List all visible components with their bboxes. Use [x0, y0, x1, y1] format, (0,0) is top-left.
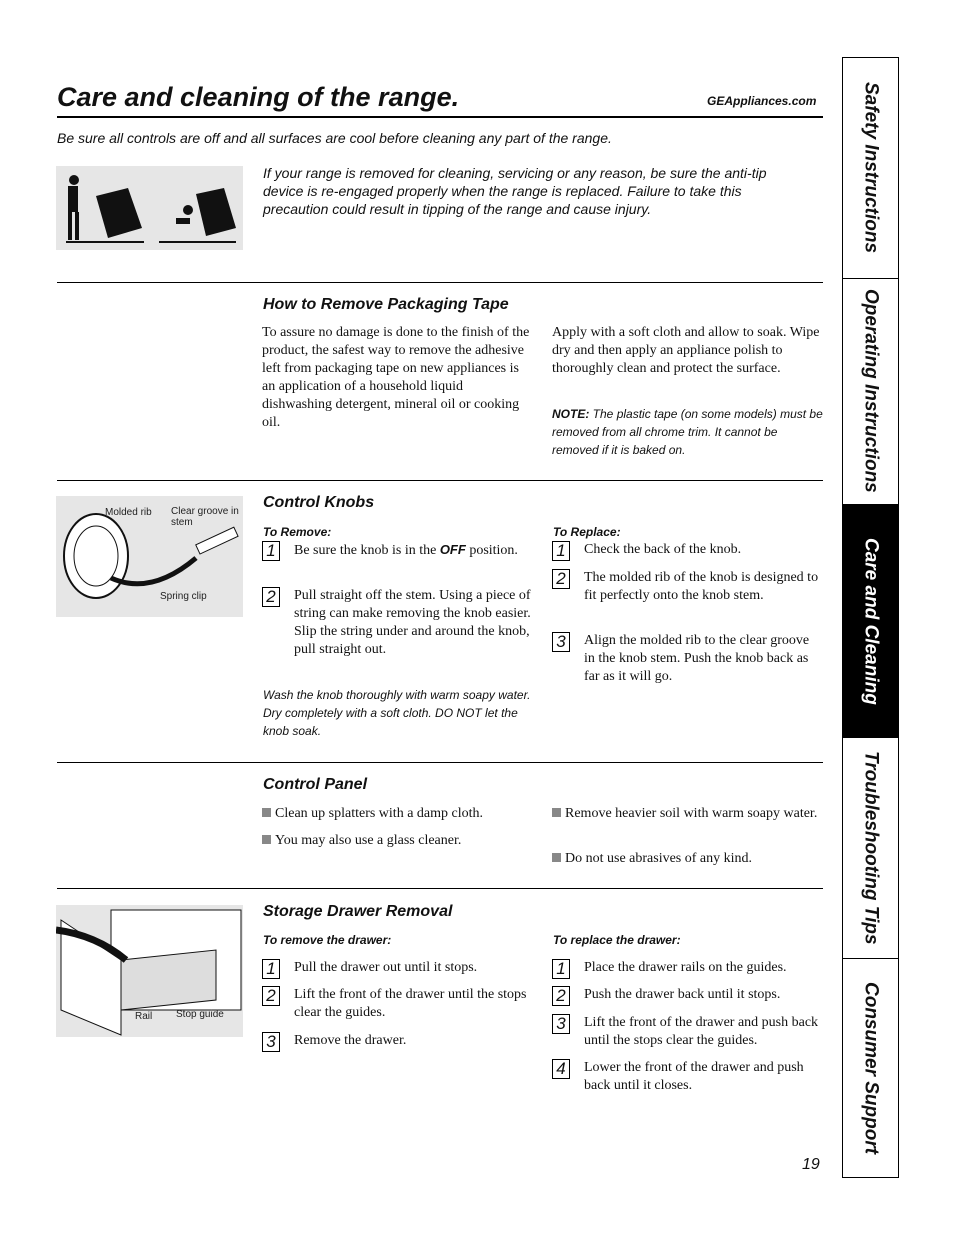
drawer-replace-step: 1 Place the drawer rails on the guides.	[552, 959, 824, 977]
knobs-title: Control Knobs	[263, 494, 375, 511]
knob-remove-step: 2 Pull straight off the stem. Using a piece of string can make removing the knob easier. Slip the string under and around the knob, pull straight out.	[262, 587, 532, 659]
knobs-remove-label: To Remove:	[263, 525, 332, 539]
drawer-replace-label: To replace the drawer:	[553, 933, 681, 947]
warning-text: Be sure all controls are off and all surfaces are cool before cleaning any part of the range.	[57, 130, 612, 146]
drawer-replace-step: 3 Lift the front of the drawer and push back until the stops clear the guides.	[552, 1014, 824, 1050]
anti-tip-warning: If your range is removed for cleaning, servicing or any reason, be sure the anti-tip device is re-engaged properly when the range is replaced. Failure to take this precaution could result in tipping of the range and cause injury.	[263, 165, 767, 217]
knob-replace-step: 2 The molded rib of the knob is designed to fit perfectly onto the knob stem.	[552, 569, 822, 605]
knob-replace-step: 3 Align the molded rib to the clear groove in the knob stem. Push the knob back as far as it will go.	[552, 632, 822, 686]
drawer-remove-step: 2 Lift the front of the drawer until the stops clear the guides.	[262, 986, 532, 1022]
tab-operating-instructions[interactable]: Operating Instructions	[842, 278, 899, 505]
site-url[interactable]: GEAppliances.com	[707, 94, 817, 108]
knob-figure: Molded rib Clear groove in stem Spring clip	[56, 496, 243, 617]
panel-bullet: Clean up splatters with a damp cloth.	[262, 805, 537, 823]
tape-p1: To assure no damage is done to the finish of the product, the safest way to remove the adhesive left from packaging tape on new appliances is an application of a household liquid dishwashing detergent, mineral oil or cooking oil.	[262, 325, 530, 430]
panel-bullet: You may also use a glass cleaner.	[262, 832, 537, 850]
knob-remove-step: 1 Be sure the knob is in the OFF position.	[262, 541, 532, 560]
tape-p2: Apply with a soft cloth and allow to soak. Wipe dry and then apply an appliance polish to thoroughly clean and protect the surface.	[552, 325, 820, 376]
drawer-replace-step: 4 Lower the front of the drawer and push back until it closes.	[552, 1059, 824, 1095]
panel-bullet: Do not use abrasives of any kind.	[552, 850, 822, 868]
knob-replace-step: 1 Check the back of the knob.	[552, 541, 822, 559]
panel-title: Control Panel	[263, 776, 368, 793]
page-number: 19	[802, 1156, 820, 1173]
knobs-replace-label: To Replace:	[553, 525, 621, 539]
drawer-remove-label: To remove the drawer:	[263, 933, 392, 947]
anti-tip-figure	[56, 166, 243, 250]
tape-title: How to Remove Packaging Tape	[263, 296, 509, 313]
drawer-remove-step: 3 Remove the drawer.	[262, 1032, 532, 1050]
drawer-figure: Rail Stop guide	[56, 905, 243, 1037]
tab-care-and-cleaning[interactable]: Care and Cleaning	[842, 505, 899, 738]
tab-consumer-support[interactable]: Consumer Support	[842, 959, 899, 1178]
drawer-title: Storage Drawer Removal	[263, 903, 453, 920]
page-title: Care and cleaning of the range.	[57, 82, 460, 112]
knob-wash-note: Wash the knob thoroughly with warm soapy water. Dry completely with a soft cloth. DO NOT let the knob soak.	[263, 688, 531, 738]
drawer-remove-step: 1 Pull the drawer out until it stops.	[262, 959, 532, 977]
tape-note: NOTE: The plastic tape (on some models) must be removed from all chrome trim. It cannot be removed if it is baked on.	[552, 407, 823, 457]
tab-safety-instructions[interactable]: Safety Instructions	[842, 57, 899, 279]
drawer-replace-step: 2 Push the drawer back until it stops.	[552, 986, 824, 1004]
panel-bullet: Remove heavier soil with warm soapy water.	[552, 805, 822, 823]
tab-troubleshooting-tips[interactable]: Troubleshooting Tips	[842, 738, 899, 959]
